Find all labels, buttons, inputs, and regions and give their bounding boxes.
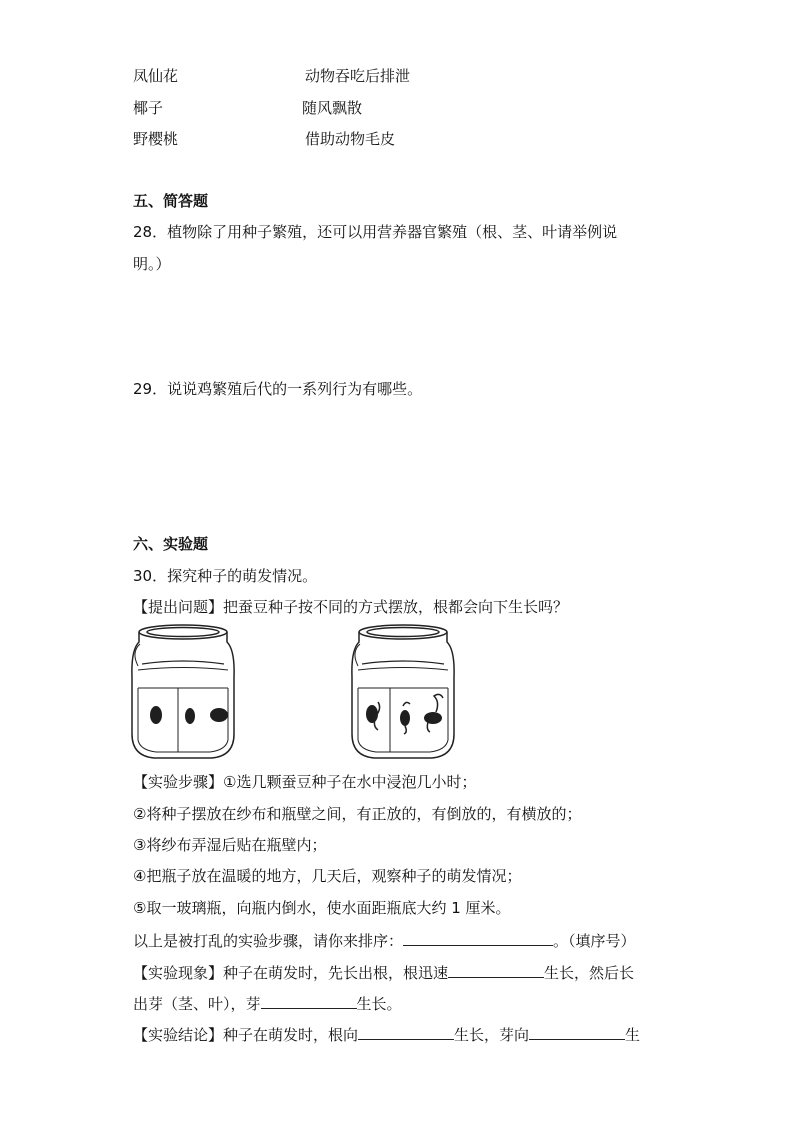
match-left-3: 野樱桃 [133,130,179,148]
question-29: 29．说说鸡繁殖后代的一系列行为有哪些。 [133,380,423,398]
conclusion-text-c: 生 [625,1026,641,1044]
question-30: 30．探究种子的萌发情况。 [133,567,318,585]
step-4: ④把瓶子放在温暖的地方，几天后，观察种子的萌发情况； [133,867,522,885]
seeds-jar-1 [150,706,228,724]
phenomenon-line-1 [133,961,634,983]
step-5: ⑤取一玻璃瓶，向瓶内倒水，使水面距瓶底大约 1 厘米。 [133,899,511,917]
sort-line [133,929,636,951]
root-direction-blank[interactable] [358,1023,454,1040]
seed-icon [424,712,442,724]
jar-before-germination [132,625,234,758]
question-28-line1: 28．植物除了用种子繁殖，还可以用营养器官繁殖（根、茎、叶请举例说 [133,223,618,241]
sort-suffix: 。（填序号） [553,932,636,950]
sort-answer-blank[interactable] [403,929,553,946]
step-1: ①选几颗蚕豆种子在水中浸泡几小时； [223,773,477,791]
bud-direction-blank[interactable] [529,1023,625,1040]
seed-jar-figure [128,622,468,764]
phenomenon-line-2 [133,992,402,1014]
conclusion-text-b: 生长，芽向 [454,1026,530,1044]
phenomenon-text-c: 出芽（茎、叶），芽 [133,995,261,1013]
conclusion-line [133,1023,640,1045]
raise-question-text: 把蚕豆种子按不同的方式摆放，根都会向下生长吗？ [223,598,569,616]
match-right-2: 随风飘散 [302,99,363,117]
raise-question-line [133,597,568,617]
root-growth-blank[interactable] [448,961,544,978]
match-right-1: 动物吞吃后排泄 [305,67,411,85]
conclusion-text-a: 种子在萌发时，根向 [223,1026,359,1044]
sort-prefix: 以上是被打乱的实验步骤，请你来排序： [133,932,404,950]
jar-after-germination [352,625,454,758]
section-5-title: 五、简答题 [133,192,209,210]
sprouted-seeds-jar-2 [366,694,443,734]
phenomenon-text-a: 种子在萌发时，先长出根，根迅速 [223,964,449,982]
raise-question-tag: 【提出问题】 [133,598,224,616]
step-2: ②将种子摆放在纱布和瓶壁之间，有正放的，有倒放的，有横放的； [133,805,582,823]
seed-icon [150,706,162,724]
steps-line-1 [133,772,476,792]
question-28-line2: 明。） [133,255,171,273]
step-3: ③将纱布弄湿后贴在瓶壁内； [133,836,327,854]
seed-icon [366,705,378,723]
seed-icon [210,708,228,722]
bud-growth-blank[interactable] [261,992,357,1009]
section-6-title: 六、实验题 [133,535,209,553]
conclusion-tag: 【实验结论】 [133,1026,224,1044]
seed-icon [400,710,410,726]
phenomenon-tag: 【实验现象】 [133,964,224,982]
match-left-2: 椰子 [133,99,164,117]
match-right-3: 借助动物毛皮 [305,130,396,148]
match-left-1: 凤仙花 [133,67,179,85]
steps-tag: 【实验步骤】 [133,773,224,791]
phenomenon-text-d: 生长。 [356,995,402,1013]
phenomenon-text-b: 生长，然后长 [544,964,635,982]
seed-icon [185,708,195,724]
